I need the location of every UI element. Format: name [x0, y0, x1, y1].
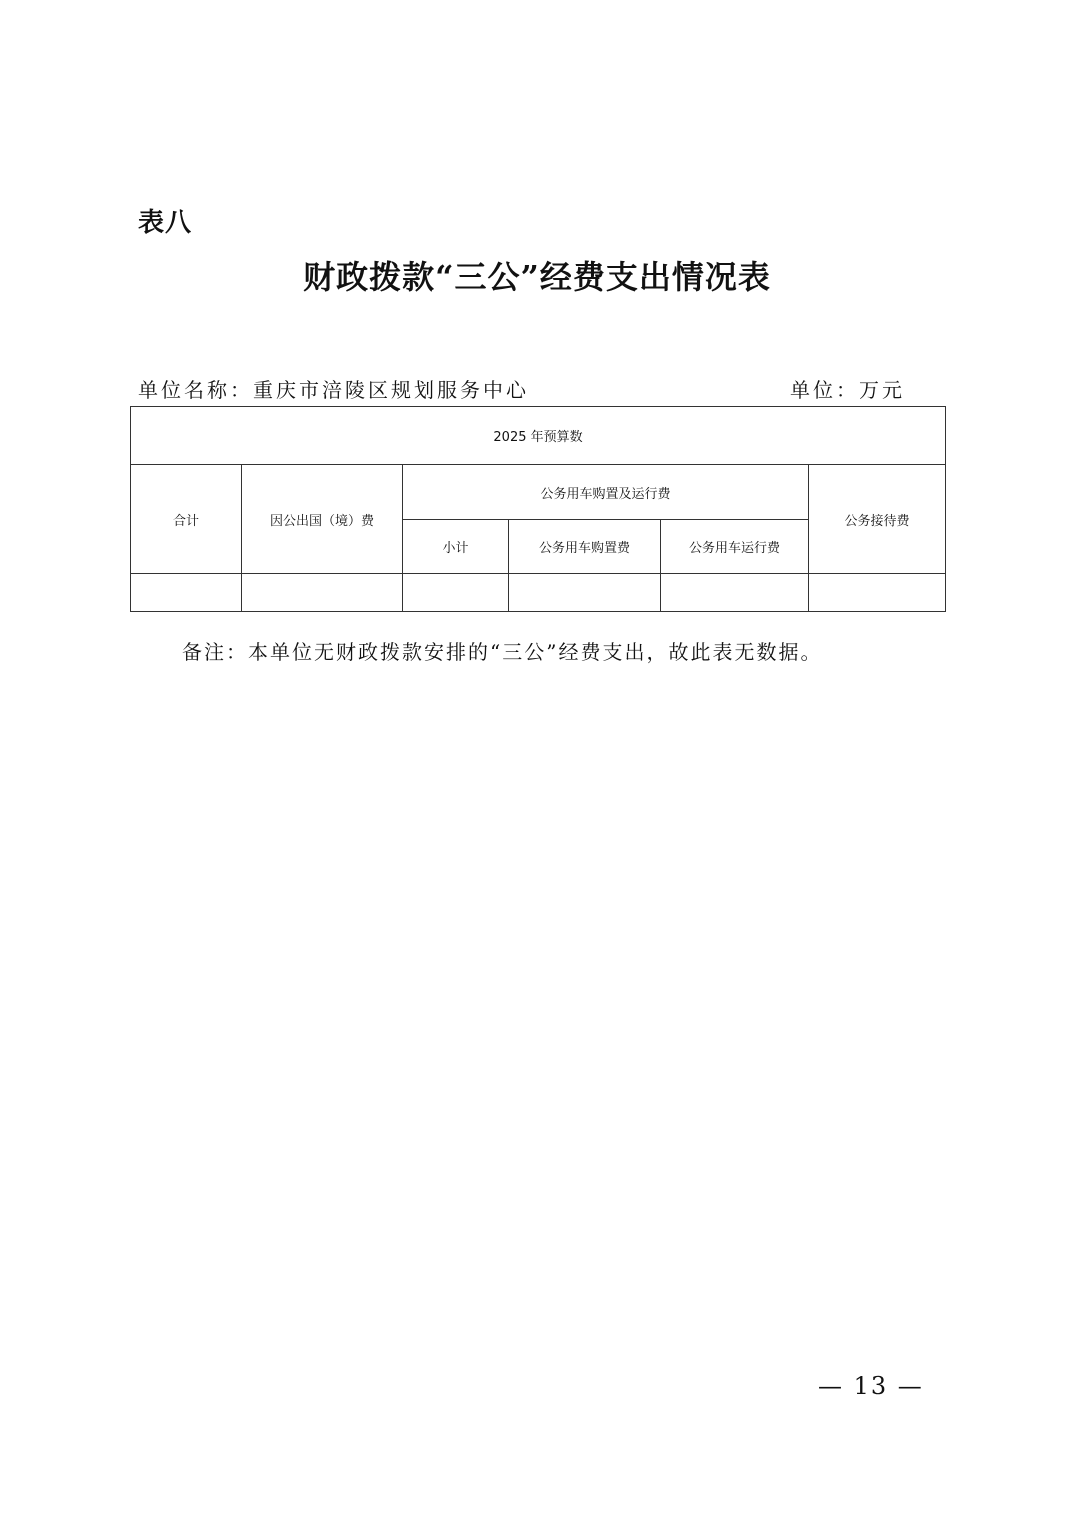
table-row — [131, 574, 946, 612]
header-row-categories — [131, 465, 946, 520]
table-cell — [131, 574, 242, 612]
header-overseas-travel: 因公出国（境）费 — [242, 465, 403, 574]
table-cell — [661, 574, 809, 612]
header-total: 合计 — [131, 465, 242, 574]
table-cell — [403, 574, 509, 612]
table-cell — [809, 574, 946, 612]
unit-name: 单位名称：重庆市涪陵区规划服务中心 — [138, 378, 529, 402]
three-public-expenses-table — [130, 406, 946, 612]
remark-note: 备注：本单位无财政拨款安排的“三公”经费支出，故此表无数据。 — [182, 640, 823, 664]
table-cell — [242, 574, 403, 612]
header-vehicle-purchase: 公务用车购置费 — [509, 520, 661, 574]
header-budget-year: 2025 年预算数 — [131, 407, 946, 465]
table-cell — [509, 574, 661, 612]
header-vehicle-operation: 公务用车运行费 — [661, 520, 809, 574]
header-reception: 公务接待费 — [809, 465, 946, 574]
table-number-label: 表八 — [138, 208, 193, 238]
page-number: — 13 — — [818, 1372, 924, 1400]
header-vehicle-group: 公务用车购置及运行费 — [403, 465, 809, 520]
header-row-year — [131, 407, 946, 465]
currency-unit: 单位：万元 — [790, 378, 905, 402]
header-subtotal: 小计 — [403, 520, 509, 574]
document-title: 财政拨款“三公”经费支出情况表 — [303, 258, 771, 296]
